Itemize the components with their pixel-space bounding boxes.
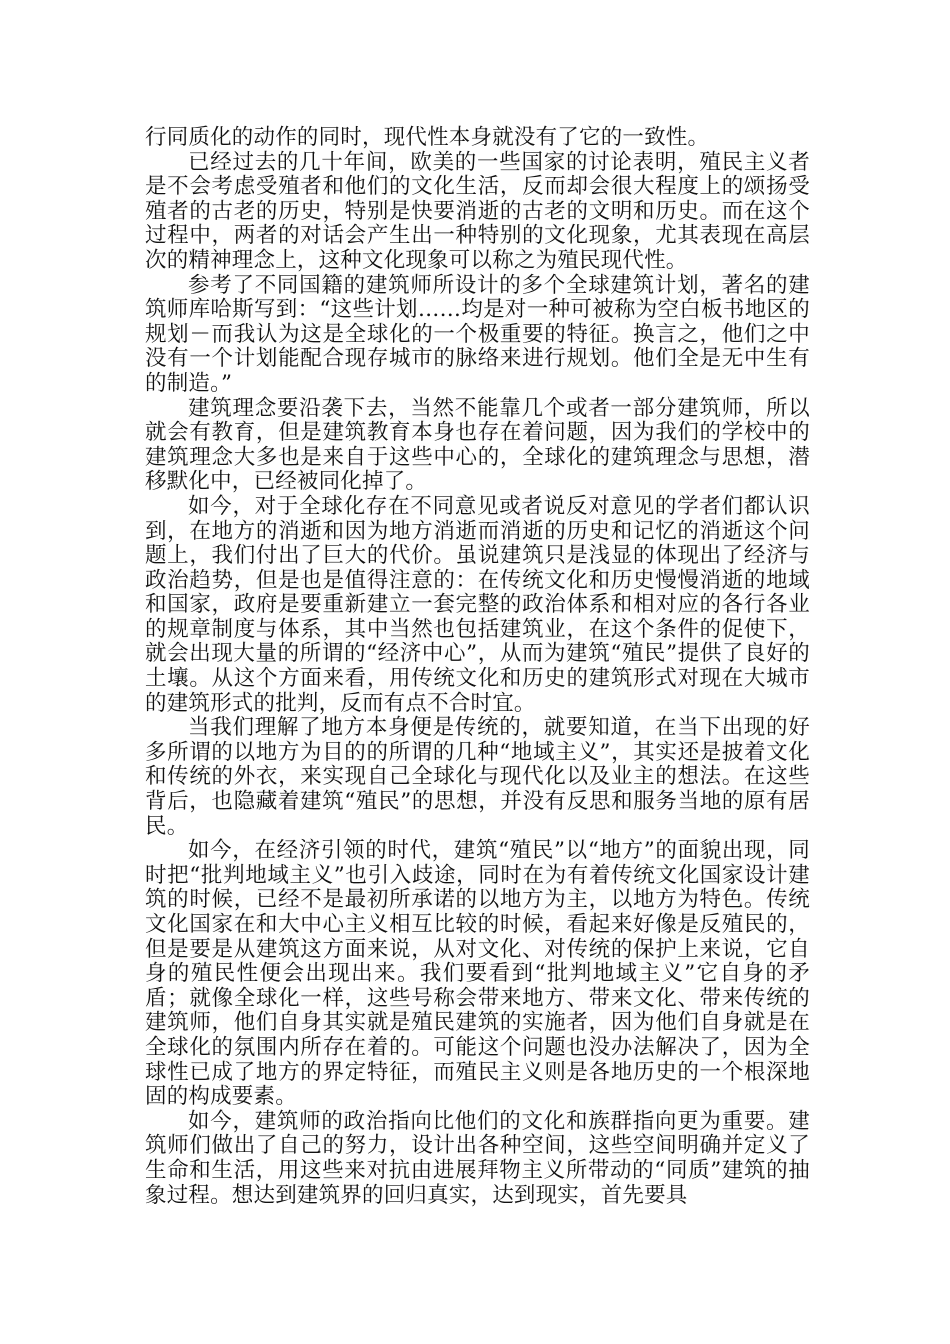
paragraph-regionalism: 当我们理解了地方本身便是传统的，就要知道，在当下出现的好多所谓的以地方为目的的所谓的几种“地域主义”，其实还是披着文化和传统的外衣，来实现自己全球化与现代化以及业主的想法。在这些背后，也隐藏着建筑“殖民”的思想，并没有反思和服务当地的原有居民。 xyxy=(145,715,810,839)
paragraph-continuation: 行同质化的动作的同时，现代性本身就没有了它的一致性。 xyxy=(145,125,710,150)
paragraph-critical-regionalism: 如今，在经济引领的时代，建筑“殖民”以“地方”的面貌出现，同时把“批判地域主义”也引入歧途，同时在为有着传统文化国家设计建筑的时候，已经不是最初所承诺的以地方为主，以地方为特色。传统文化国家在和大中心主义相互比较的时候，看起来好像是反殖民的，但是要是从建筑这方面来说，从对文化、对传统的保护上来说，它自身的殖民性便会出现出来。我们要看到“批判地域主义”它自身的矛盾；就像全球化一样，这些号称会带来地方、带来文化、带来传统的建筑师，他们自身其实就是殖民建筑的实施者，因为他们自身就是在全球化的氛围内所存在着的。可能这个问题也没办法解决了，因为全球性已成了地方的界定特征，而殖民主义则是各地历史的一个根深地固的构成要素。 xyxy=(145,838,810,1110)
document-body xyxy=(145,126,810,1208)
paragraph-architecture-education: 建筑理念要沿袭下去，当然不能靠几个或者一部分建筑师，所以就会有教育，但是建筑教育本身也存在着问题，因为我们的学校中的建筑理念大多也是来自于这些中心的，全球化的建筑理念与思想，潜移默化中，已经被同化掉了。 xyxy=(145,395,810,495)
paragraph-colonial-modernity: 已经过去的几十年间，欧美的一些国家的讨论表明，殖民主义者是不会考虑受殖者和他们的文化生活，反而却会很大程度上的颂扬受殖者的古老的历史，特别是快要消逝的古老的文明和历史。而在这个过程中，两者的对话会产生出一种特别的文化现象，尤其表现在高层次的精神理念上，这种文化现象可以称之为殖民现代性。 xyxy=(145,149,810,273)
paragraph-political-orientation: 如今，建筑师的政治指向比他们的文化和族群指向更为重要。建筑师们做出了自己的努力，设计出各种空间，这些空间明确并定义了生命和生活，用这些来对抗由进展拜物主义所带动的“同质”建筑的抽象过程。想达到建筑界的回归真实，达到现实，首先要具 xyxy=(145,1108,810,1208)
paragraph-koolhaas-quote: 参考了不同国籍的建筑师所设计的多个全球建筑计划，著名的建筑师库哈斯写到：“这些计划……均是对一种可被称为空白板书地区的规划－而我认为这是全球化的一个极重要的特征。换言之，他们之中没有一个计划能配合现存城市的脉络来进行规划。他们全是无中生有的制造。” xyxy=(145,272,810,396)
paragraph-loss-of-place: 如今，对于全球化存在不同意见或者说反对意见的学者们都认识到，在地方的消逝和因为地方消逝而消逝的历史和记忆的消逝这个问题上，我们付出了巨大的代价。虽说建筑只是浅显的体现出了经济与政治趋势，但是也是值得注意的：在传统文化和历史慢慢消逝的地域和国家，政府是要重新建立一套完整的政治体系和相对应的各行各业的规章制度与体系，其中当然也包括建筑业，在这个条件的促使下，就会出现大量的所谓的“经济中心”，从而为建筑“殖民”提供了良好的土壤。从这个方面来看，用传统文化和历史的建筑形式对现在大城市的建筑形式的批判，反而有点不合时宜。 xyxy=(145,493,810,716)
